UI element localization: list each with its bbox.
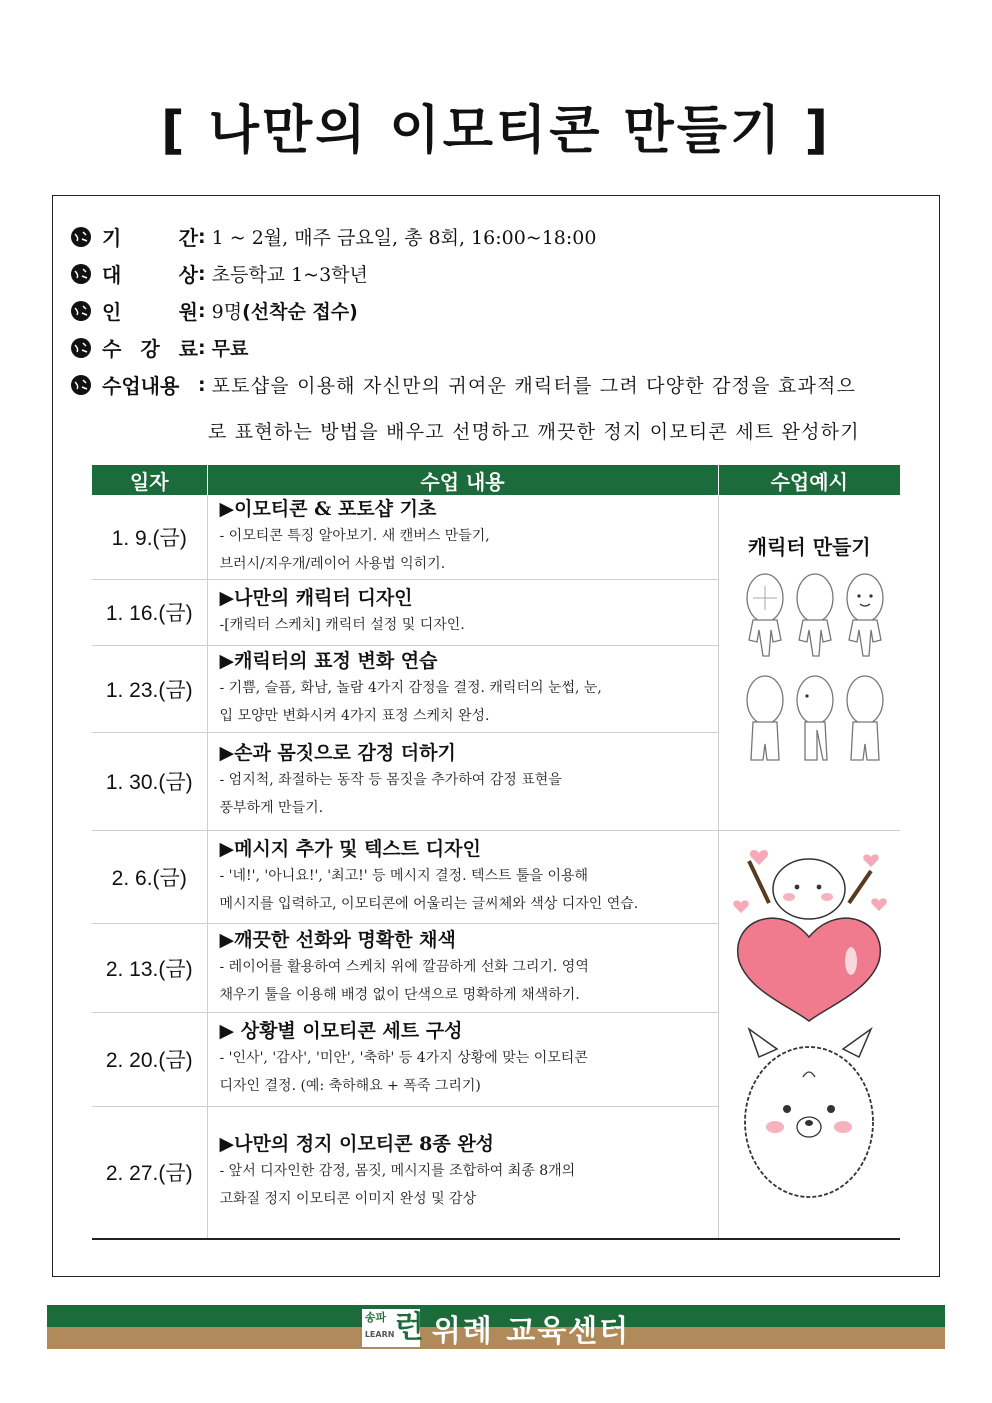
center-name: 위례 교육센터 bbox=[431, 1314, 631, 1349]
bullet-icon bbox=[70, 226, 92, 248]
row-desc: - '인사', '감사', '미안', '축하' 등 4가지 상황에 맞는 이모티콘 bbox=[219, 1050, 588, 1066]
info-note: (선착순 접수) bbox=[242, 301, 358, 323]
row-desc: - 앞서 디자인한 감정, 몸짓, 메시지를 조합하여 최종 8개의 bbox=[219, 1163, 576, 1180]
row-desc: - 엄지척, 좌절하는 동작 등 몸짓을 추가하여 감정 표현을 bbox=[219, 772, 562, 788]
info-section bbox=[70, 218, 940, 451]
info-fee: 수 강 료 : 무료 bbox=[70, 329, 940, 366]
row-desc: - 레이어를 활용하여 스케치 위에 깔끔하게 선화 그리기. 영역 bbox=[219, 958, 589, 975]
header-content: 수업 내용 bbox=[207, 465, 718, 495]
example-label: 캐릭터 만들기 bbox=[747, 535, 871, 559]
header-date: 일자 bbox=[92, 465, 207, 495]
row-title: ▶이모티콘 & 포토샵 기초 bbox=[219, 497, 437, 520]
info-label: 수 강 료 bbox=[102, 337, 198, 361]
row-desc: 디자인 결정. (예: 축하해요 + 폭죽 그리기) bbox=[219, 1078, 481, 1094]
row-desc: -[캐릭터 스케치] 캐릭터 설정 및 디자인. bbox=[219, 617, 465, 633]
row-desc: - 기쁨, 슬픔, 화남, 놀람 4가지 감정을 결정. 캐릭터의 눈썹, 눈, bbox=[219, 679, 602, 696]
table-row bbox=[92, 830, 900, 923]
info-label: 대 상 bbox=[102, 263, 198, 287]
row-desc: 채우기 툴을 이용해 배경 없이 단색으로 명확하게 채색하기. bbox=[219, 986, 580, 1003]
row-title: ▶메시지 추가 및 텍스트 디자인 bbox=[219, 837, 481, 860]
logo-top-text: 송파 bbox=[364, 1311, 387, 1324]
row-title: ▶ 상황별 이모티콘 세트 구성 bbox=[219, 1020, 463, 1042]
row-desc: - '네!', '아니요!', '최고!' 등 메시지 결정. 텍스트 툴을 이용해 bbox=[219, 867, 589, 884]
example-cell-1 bbox=[718, 495, 900, 830]
row-title: ▶나만의 정지 이모티콘 8종 완성 bbox=[219, 1133, 495, 1156]
bullet-icon bbox=[70, 374, 92, 396]
info-content: 수업내용 : 포토샵을 이용해 자신만의 귀여운 캐릭터를 그려 다양한 감정을 효과적으 bbox=[70, 366, 940, 403]
info-value-cont: 로 표현하는 방법을 배우고 선명하고 깨끗한 정지 이모티콘 세트 완성하기 bbox=[208, 421, 860, 443]
row-date: 1. 16.(금) bbox=[92, 579, 207, 645]
row-title: ▶나만의 캐릭터 디자인 bbox=[219, 587, 413, 609]
info-value: 1 ~ 2월, 매주 금요일, 총 8회, 16:00~18:00 bbox=[211, 227, 597, 249]
schedule-table bbox=[92, 465, 900, 1240]
header-example: 수업예시 bbox=[718, 465, 900, 495]
info-label: 기 간 bbox=[102, 226, 198, 250]
info-value: 무료 bbox=[211, 338, 249, 360]
info-content-cont bbox=[70, 403, 940, 451]
info-target: 대 상 : 초등학교 1~3학년 bbox=[70, 255, 940, 292]
row-date: 2. 27.(금) bbox=[92, 1106, 207, 1239]
row-desc: 고화질 정지 이모티콘 이미지 완성 및 감상 bbox=[219, 1191, 477, 1208]
info-value: 포토샵을 이용해 자신만의 귀여운 캐릭터를 그려 다양한 감정을 효과적으 bbox=[211, 375, 857, 397]
character-sketch-image bbox=[719, 560, 901, 790]
row-desc: 브러시/지우개/레이어 사용법 익히기. bbox=[219, 555, 446, 572]
bullet-icon bbox=[70, 300, 92, 322]
row-date: 1. 9.(금) bbox=[92, 495, 207, 579]
logo-bottom-text: LEARN bbox=[364, 1330, 395, 1339]
row-date: 2. 20.(금) bbox=[92, 1012, 207, 1106]
row-title: ▶손과 몸짓으로 감정 더하기 bbox=[219, 742, 456, 764]
info-value: 9명 bbox=[211, 301, 243, 323]
songpa-learn-logo bbox=[362, 1309, 424, 1347]
row-desc: 메시지를 입력하고, 이모티콘에 어울리는 글씨체와 색상 디자인 연습. bbox=[219, 895, 639, 912]
row-title: ▶캐릭터의 표정 변화 연습 bbox=[219, 649, 438, 672]
row-date: 1. 23.(금) bbox=[92, 645, 207, 732]
table-row bbox=[92, 495, 900, 579]
row-desc: 입 모양만 변화시켜 4가지 표정 스케치 완성. bbox=[219, 707, 490, 724]
row-date: 1. 30.(금) bbox=[92, 732, 207, 830]
page-title: [ 나만의 이모티콘 만들기 ] bbox=[160, 101, 832, 161]
logo-big-text: 런 bbox=[394, 1310, 424, 1345]
info-value: 초등학교 1~3학년 bbox=[211, 264, 368, 286]
row-desc: - 이모티콘 특징 알아보기. 새 캔버스 만들기, bbox=[219, 527, 490, 544]
bullet-icon bbox=[70, 337, 92, 359]
row-desc: 풍부하게 만들기. bbox=[219, 800, 324, 816]
footer bbox=[0, 1306, 992, 1350]
info-label: 수업내용 bbox=[102, 374, 180, 398]
alpaca-heart-image bbox=[719, 831, 901, 1231]
info-capacity: 인 원 : 9명(선착순 접수) bbox=[70, 292, 940, 329]
row-title: ▶깨끗한 선화와 명확한 채색 bbox=[219, 928, 456, 951]
row-date: 2. 6.(금) bbox=[92, 830, 207, 923]
info-period: 기 간 : 1 ~ 2월, 매주 금요일, 총 8회, 16:00~18:00 bbox=[70, 218, 940, 255]
bullet-icon bbox=[70, 263, 92, 285]
row-date: 2. 13.(금) bbox=[92, 923, 207, 1012]
example-cell-2 bbox=[718, 830, 900, 1239]
info-label: 인 원 bbox=[102, 300, 198, 324]
